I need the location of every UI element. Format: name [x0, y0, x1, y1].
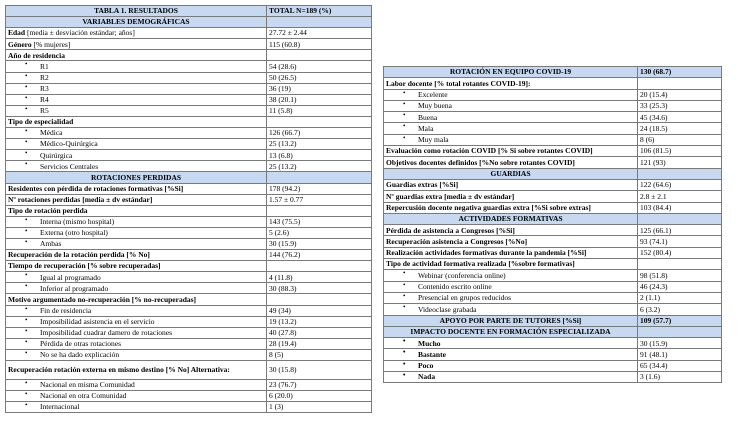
bullet-icon: •	[25, 379, 28, 387]
right-row-item	[384, 100, 722, 111]
right-row-bolditem	[384, 349, 722, 360]
row-value: 1 (3)	[267, 402, 372, 413]
row-value: 6 (20.0)	[267, 391, 372, 402]
left-row-head	[6, 116, 372, 127]
section-title: VARIABLES DEMOGRÁFICAS	[6, 17, 267, 28]
row-value: 103 (84.4)	[638, 202, 722, 213]
row-label: Labor docente [% total rotantes COVID-19]:	[384, 78, 638, 89]
bullet-icon: •	[25, 60, 28, 69]
row-label: Nº rotaciones perdidas [media ± dv estándar]	[6, 194, 267, 205]
row-label: Realización actividades formativas durante la pandemia [%Si]	[384, 247, 638, 258]
row-label: Mucho	[418, 338, 441, 348]
row-value: 93 (74.1)	[638, 236, 722, 247]
row-label: Ambas	[40, 239, 62, 249]
row-label: Pérdida de asistencia a Congresos [%Si]	[384, 225, 638, 236]
row-value	[267, 205, 372, 216]
bullet-icon: •	[25, 282, 28, 291]
bullet-icon: •	[403, 100, 406, 108]
row-value: 143 (75.5)	[267, 216, 372, 227]
bullet-icon: •	[25, 227, 28, 235]
row-label: Poco	[418, 361, 434, 371]
left-row-item	[6, 94, 372, 105]
row-value	[638, 78, 722, 89]
right-row-bolditem	[384, 338, 722, 349]
left-row-item	[6, 338, 372, 349]
row-value: 121 (93)	[638, 157, 722, 168]
row-label: Contenido escrito online	[418, 282, 492, 292]
left-row-item	[6, 227, 372, 238]
left-row-item	[6, 128, 372, 139]
row-value: 65 (34.4)	[638, 360, 722, 371]
row-label-rest: [% mujeres]	[31, 39, 71, 49]
left-row-item	[6, 61, 372, 72]
left-row-item	[6, 83, 372, 94]
bullet-icon: •	[403, 360, 406, 368]
left-row-item	[6, 391, 372, 402]
row-value: 40 (27.8)	[267, 327, 372, 338]
bullet-icon: •	[403, 371, 406, 380]
row-label: Evaluación como rotación COVID [% Si sobre rotantes COVID]	[384, 146, 638, 157]
right-row-head	[384, 236, 722, 247]
row-value	[267, 294, 372, 305]
row-label: Residentes con pérdida de rotaciones formativas [%Si]	[6, 183, 267, 194]
row-label: Pérdida de otras rotaciones	[40, 339, 122, 349]
row-label: Nacional en otra Comunidad	[40, 391, 127, 401]
row-label: Tipo de actividad formativa realizada [%sobre formativas]	[384, 259, 638, 270]
row-label: Imposibilidad asistencia en el servicio	[40, 316, 155, 326]
section-title: ACTIVIDADES FORMATIVAS	[384, 213, 638, 224]
row-value	[267, 261, 372, 272]
right-row-item	[384, 270, 722, 281]
bullet-icon: •	[25, 149, 28, 158]
row-value: 178 (94.2)	[267, 183, 372, 194]
left-row-head	[6, 50, 372, 61]
bullet-icon: •	[25, 316, 28, 324]
row-label: Mala	[418, 123, 434, 133]
bullet-icon: •	[403, 122, 406, 131]
row-label: Imposibilidad cuadrar damero de rotaciones	[40, 328, 173, 338]
row-value	[638, 326, 722, 337]
right-row-item	[384, 123, 722, 134]
right-row-section	[384, 213, 722, 224]
left-row-section	[6, 172, 372, 183]
row-label-bold: Género	[8, 39, 32, 49]
left-row-plain	[6, 28, 372, 39]
row-value: 30 (15.9)	[638, 338, 722, 349]
row-value: 27.72 ± 2.44	[267, 28, 372, 39]
right-row-section	[384, 326, 722, 337]
row-value: 1.57 ± 0.77	[267, 194, 372, 205]
bullet-icon: •	[403, 348, 406, 357]
row-label: Motivo argumentado no-recuperación [% no-recuperadas]	[6, 294, 267, 305]
row-value: 91 (48.1)	[638, 349, 722, 360]
left-row-item	[6, 272, 372, 283]
left-row-item	[6, 327, 372, 338]
row-label: Webinar (conferencia online)	[418, 270, 506, 280]
right-row-bolditem	[384, 360, 722, 371]
row-value: 6 (3.2)	[638, 304, 722, 315]
row-value	[638, 168, 722, 179]
right-row-head	[384, 247, 722, 258]
row-value: 126 (66.7)	[267, 128, 372, 139]
row-value	[267, 17, 372, 28]
bullet-icon: •	[25, 327, 28, 335]
row-value	[267, 116, 372, 127]
row-label: Presencial en grupos reducidos	[418, 293, 512, 303]
bullet-icon: •	[25, 94, 28, 102]
row-value: 25 (13.2)	[267, 161, 372, 172]
row-label: Buena	[418, 112, 438, 122]
bullet-icon: •	[403, 134, 406, 142]
row-label-rest: [media ± desviación estándar; años]	[25, 28, 135, 38]
row-label: Excelente	[418, 89, 448, 99]
row-value	[638, 259, 722, 270]
row-value: 36 (19)	[267, 83, 372, 94]
row-value: 115 (60.8)	[267, 39, 372, 50]
row-value: 13 (6.8)	[267, 150, 372, 161]
left-row-item	[6, 238, 372, 249]
row-label: R4	[40, 95, 49, 105]
row-value: 2 (1.1)	[638, 292, 722, 303]
left-row-item	[6, 316, 372, 327]
left-row-section	[6, 17, 372, 28]
row-label: R2	[40, 72, 49, 82]
row-value: 144 (76.2)	[267, 250, 372, 261]
left-row-head	[6, 261, 372, 272]
right-row-item	[384, 281, 722, 292]
row-label: Recuperación de la rotación perdida [% No]	[6, 250, 267, 261]
row-label: Guardias extras [%Si]	[384, 179, 638, 190]
row-label: R3	[40, 83, 49, 93]
row-value: 11 (5.8)	[267, 105, 372, 116]
row-value	[638, 213, 722, 224]
left-row-item	[6, 349, 372, 360]
left-row-item	[6, 216, 372, 227]
row-value: 30 (15.8)	[267, 361, 372, 380]
section-title: ROTACIÓN EN EQUIPO COVID-19	[384, 67, 638, 78]
row-label-bold: Edad	[8, 28, 26, 38]
bullet-icon: •	[25, 72, 28, 80]
bullet-icon: •	[403, 281, 406, 289]
left-row-plain	[6, 39, 372, 50]
row-value: 122 (64.6)	[638, 179, 722, 190]
row-label: Tipo de rotación perdida	[6, 205, 267, 216]
right-row-item	[384, 304, 722, 315]
row-label: Objetivos docentes definidos [%No sobre rotantes COVID]	[384, 157, 638, 168]
right-row-item	[384, 292, 722, 303]
right-row-head	[384, 202, 722, 213]
row-label: Internacional	[40, 402, 80, 412]
left-row-item	[6, 402, 372, 413]
row-label: Tipo de especialidad	[6, 116, 267, 127]
bullet-icon: •	[25, 105, 28, 113]
row-value: 98 (51.8)	[638, 270, 722, 281]
results-table-right-body	[384, 67, 722, 383]
left-row-item	[6, 72, 372, 83]
left-row-head	[6, 183, 372, 194]
row-value: 49 (34)	[267, 305, 372, 316]
left-row-tall	[6, 361, 372, 380]
bullet-icon: •	[25, 401, 28, 410]
left-row-item	[6, 305, 372, 316]
right-row-head	[384, 225, 722, 236]
total-header: TOTAL N=189 (%)	[267, 6, 372, 17]
left-row-head	[6, 205, 372, 216]
bullet-icon: •	[25, 238, 28, 246]
left-row-item	[6, 139, 372, 150]
row-label: No se ha dado explicación	[40, 350, 120, 360]
row-value: 30 (88.3)	[267, 283, 372, 294]
row-value: 38 (20.1)	[267, 94, 372, 105]
row-value: 50 (26.5)	[267, 72, 372, 83]
row-label: Recuperación rotación externa en mismo destino [% No] Alternativa:	[6, 361, 267, 380]
row-value: 33 (25.3)	[638, 100, 722, 111]
row-label: R5	[40, 106, 49, 116]
row-value: 2.8 ± 2.1	[638, 191, 722, 202]
row-label: Recuperación asistencia a Congresos [%No]	[384, 236, 638, 247]
right-row-section	[384, 168, 722, 179]
table-title-row	[6, 6, 372, 17]
row-label: Quirúrgica	[40, 150, 73, 160]
row-value: 3 (1.6)	[638, 372, 722, 383]
row-value: 106 (81.5)	[638, 146, 722, 157]
right-row-head	[384, 191, 722, 202]
bullet-icon: •	[25, 271, 28, 280]
right-row-section	[384, 315, 722, 326]
bullet-icon: •	[25, 390, 28, 399]
row-label: Tiempo de recuperación [% sobre recuperadas]	[6, 261, 267, 272]
right-row-head	[384, 157, 722, 168]
bullet-icon: •	[25, 338, 28, 346]
bullet-icon: •	[403, 89, 406, 97]
left-row-item	[6, 283, 372, 294]
bullet-icon: •	[403, 269, 406, 278]
row-value: 5 (2.6)	[267, 227, 372, 238]
row-value: 8 (5)	[267, 349, 372, 360]
bullet-icon: •	[403, 303, 406, 312]
row-label: Externa (otro hospital)	[40, 228, 108, 238]
bullet-icon: •	[25, 83, 28, 91]
bullet-icon: •	[25, 216, 28, 224]
table-title: TABLA 1. RESULTADOS	[6, 6, 267, 17]
row-value: 4 (11.8)	[267, 272, 372, 283]
row-label: Igual al programado	[40, 272, 101, 282]
row-label: Servicios Centrales	[40, 161, 99, 171]
row-label: Nº guardias extra [media ± dv estándar]	[384, 191, 638, 202]
row-label: Inferior al programado	[40, 283, 109, 293]
row-value	[267, 172, 372, 183]
right-row-item	[384, 112, 722, 123]
row-label: Médica	[40, 128, 63, 138]
left-row-head	[6, 294, 372, 305]
row-value: 28 (19.4)	[267, 338, 372, 349]
row-value: 24 (18.5)	[638, 123, 722, 134]
results-table-right	[383, 66, 722, 383]
right-row-item	[384, 134, 722, 145]
left-row-head	[6, 250, 372, 261]
right-row-item	[384, 89, 722, 100]
row-value: 125 (66.1)	[638, 225, 722, 236]
right-row-head	[384, 78, 722, 89]
row-value: 109 (57.7)	[638, 315, 722, 326]
bullet-icon: •	[25, 138, 28, 147]
row-label: Muy buena	[418, 101, 452, 111]
left-row-item	[6, 380, 372, 391]
bullet-icon: •	[403, 337, 406, 346]
row-value: 25 (13.2)	[267, 139, 372, 150]
section-title: APOYO POR PARTE DE TUTORES [%Si]	[384, 315, 638, 326]
bullet-icon: •	[25, 160, 28, 169]
results-table-left	[5, 5, 372, 413]
row-value: 46 (24.3)	[638, 281, 722, 292]
results-table-left-body	[6, 6, 372, 413]
row-value: 45 (34.6)	[638, 112, 722, 123]
row-value: 19 (13.2)	[267, 316, 372, 327]
row-value: 8 (6)	[638, 134, 722, 145]
row-value: 54 (28.6)	[267, 61, 372, 72]
row-label: Interna (mismo hospital)	[40, 217, 115, 227]
row-value: 23 (76.7)	[267, 380, 372, 391]
left-row-item	[6, 150, 372, 161]
right-row-section	[384, 67, 722, 78]
row-value	[267, 50, 372, 61]
right-row-bolditem	[384, 372, 722, 383]
row-label: Año de residencia	[6, 50, 267, 61]
row-label: Muy mala	[418, 135, 449, 145]
section-title: IMPACTO DOCENTE EN FORMACIÓN ESPECIALIZADA	[384, 326, 638, 337]
left-row-item	[6, 105, 372, 116]
row-value: 30 (15.9)	[267, 238, 372, 249]
bullet-icon: •	[403, 292, 406, 300]
row-label: R1	[40, 61, 49, 71]
row-label: Repercusión docente negativa guardias extra [%Si sobre extras]	[384, 202, 638, 213]
row-label: Nacional en misma Comunidad	[40, 380, 135, 390]
bullet-icon: •	[25, 127, 28, 136]
row-label: Videoclase grabada	[418, 304, 477, 314]
right-row-head	[384, 146, 722, 157]
bullet-icon: •	[25, 349, 28, 357]
row-label: Bastante	[418, 349, 446, 359]
row-label: Fin de residencia	[40, 305, 92, 315]
right-row-head	[384, 259, 722, 270]
section-title: GUARDIAS	[384, 168, 638, 179]
row-value: 20 (15.4)	[638, 89, 722, 100]
right-row-head	[384, 179, 722, 190]
section-title: ROTACIONES PERDIDAS	[6, 172, 267, 183]
bullet-icon: •	[25, 305, 28, 313]
bullet-icon: •	[403, 111, 406, 120]
row-label: Médico-Quirúrgica	[40, 139, 98, 149]
row-label: Nada	[418, 372, 436, 382]
left-row-item	[6, 161, 372, 172]
row-value: 130 (68.7)	[638, 67, 722, 78]
left-row-head	[6, 194, 372, 205]
row-value: 152 (80.4)	[638, 247, 722, 258]
